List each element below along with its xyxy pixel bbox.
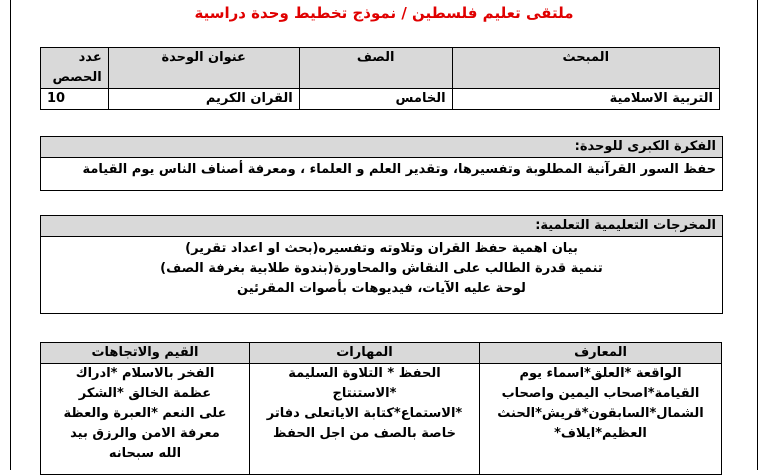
unit-title-header: عنوان الوحدة	[108, 48, 299, 89]
grade-header: الصف	[299, 48, 452, 89]
outcomes-heading: المخرجات التعليمية التعلمية:	[41, 216, 722, 237]
knowledge-header: المعارف	[480, 343, 722, 364]
grade-value: الخامس	[299, 89, 452, 110]
knowledge-skills-values-table	[40, 342, 722, 475]
skills-line: *الاستماع*كتابة الاياتعلى دفاتر	[266, 406, 463, 421]
unit-info-table	[40, 47, 720, 110]
values-cell	[41, 364, 250, 475]
periods-value: 10	[41, 89, 109, 110]
knowledge-cell	[480, 364, 722, 475]
subject-value: التربية الاسلامية	[452, 89, 719, 110]
page-border-right	[757, 0, 758, 470]
unit-title-value: القران الكريم	[108, 89, 299, 110]
knowledge-line: الواقعة *العلق*اسماء يوم	[519, 366, 682, 381]
grid-header-row	[41, 343, 722, 364]
outcome-item: بيان اهمية حفظ القران وتلاوته وتفسيره(بحث او اعداد تقرير)	[185, 241, 578, 256]
grid-body-row	[41, 364, 722, 475]
outcome-item: لوحة عليه الآيات، فيديوهات بأصوات المقرئين	[237, 281, 526, 296]
skills-line: خاصة بالصف من اجل الحفظ	[273, 426, 456, 441]
outcomes-box	[40, 215, 723, 314]
periods-header: عدد الحصص	[41, 48, 109, 89]
knowledge-line: العظيم*ايلاف*	[554, 426, 647, 441]
values-line: الفخر بالاسلام *ادراك	[75, 366, 215, 381]
unit-info-value-row	[41, 89, 720, 110]
outcomes-list	[41, 237, 722, 301]
big-idea-box	[40, 136, 723, 191]
values-line: على النعم *العبرة والعظة	[63, 406, 227, 421]
knowledge-line: القيامة*اصحاب اليمين واصحاب	[501, 386, 700, 401]
values-line: الله سبحانه	[108, 446, 182, 461]
big-idea-heading: الفكرة الكبرى للوحدة:	[41, 137, 722, 158]
values-line: عظمة الخالق *الشكر	[78, 386, 212, 401]
outcome-item: تنمية قدرة الطالب على النقاش والمحاورة(بندوة طلابية بغرفة الصف)	[160, 261, 603, 276]
subject-header: المبحث	[452, 48, 719, 89]
knowledge-line: الشمال*السابقون*قريش*الحنث	[497, 406, 704, 421]
page-title: ملتقى تعليم فلسطين / نموذج تخطيط وحدة دراسية	[194, 4, 574, 22]
page-border-left	[10, 0, 11, 470]
big-idea-text: حفظ السور القرآنية المطلوبة وتفسيرها، وتقدير العلم و العلماء ، ومعرفة أصناف الناس يوم القيامة	[82, 162, 716, 177]
skills-header: المهارات	[250, 343, 480, 364]
values-line: معرفة الامن والرزق بيد	[70, 426, 220, 441]
skills-cell	[250, 364, 480, 475]
values-header: القيم والاتجاهات	[41, 343, 250, 364]
skills-line: الحفظ * التلاوة السليمة *الاستنتاج	[288, 366, 441, 401]
unit-info-header-row	[41, 48, 720, 89]
